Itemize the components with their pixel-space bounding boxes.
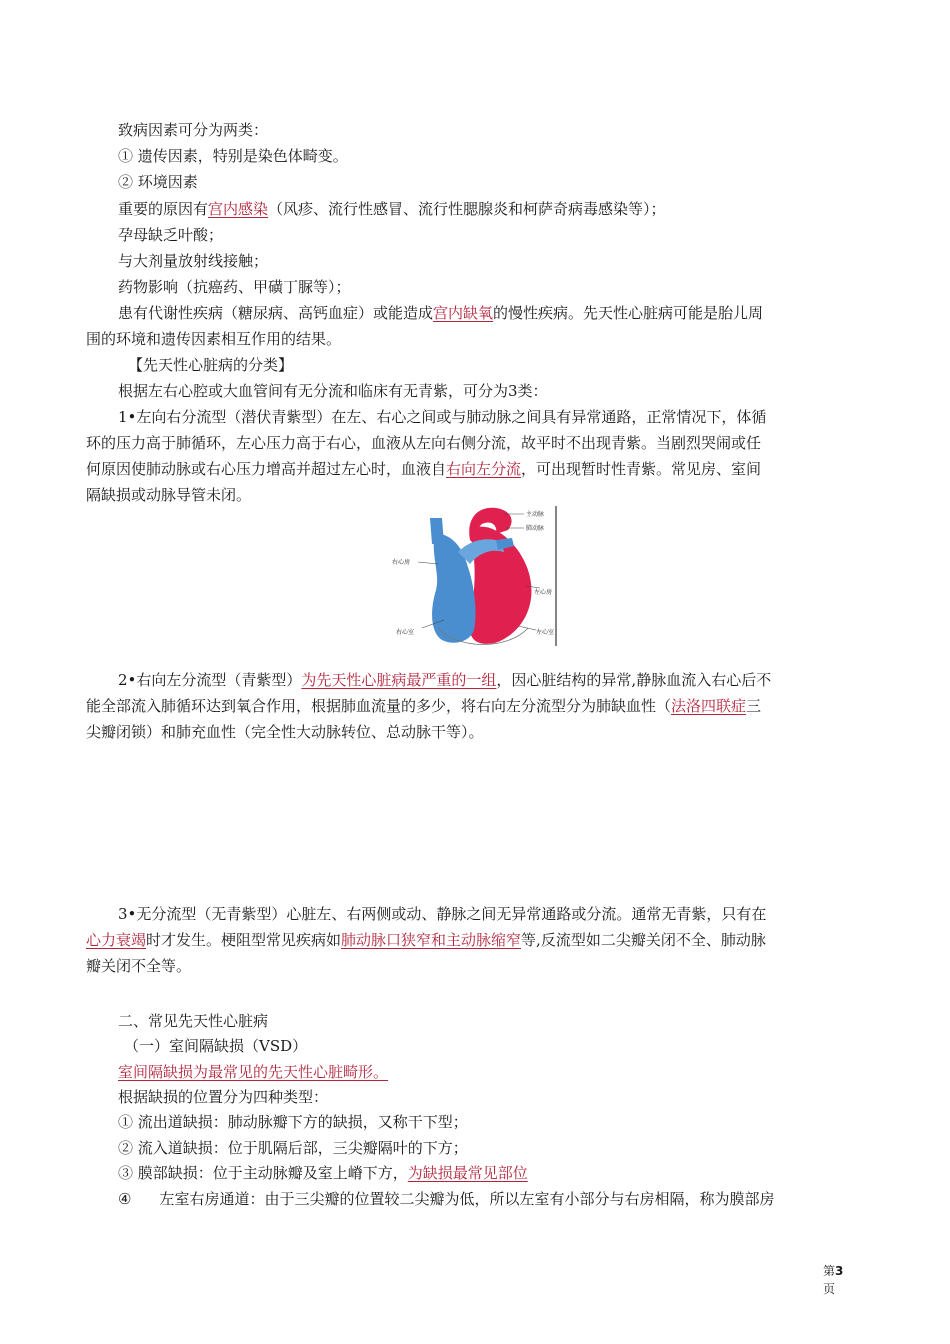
highlight-term: 肺动脉口狭窄和主动脉缩窄 (341, 931, 522, 949)
page-number: 3 (835, 1264, 844, 1278)
vena-cava-shape (430, 518, 444, 544)
text-line: 瓣关闭不全等。 (86, 957, 192, 975)
highlight-term: 宫内感染 (208, 200, 269, 218)
text-line: 环的压力高于肺循环，左心压力高于右心，血液从左向右侧分流，故平时不出现青紫。当剧烈哭闹或任 (86, 434, 762, 452)
text-line (86, 459, 761, 479)
text-line (118, 1189, 774, 1209)
label-right-ventricle: 右心室 (396, 629, 415, 636)
page-number-line (823, 1262, 843, 1280)
highlight-term: 为先天性心脏病最严重的一组 (301, 671, 497, 689)
section-heading: 【先天性心脏病的分类】 (128, 356, 294, 374)
section-heading: 二、常见先天性心脏病 (118, 1012, 269, 1030)
text-span: 的慢性疾病。先天性心脏病可能是胎儿周 (493, 304, 764, 322)
highlight-sentence: 室间隔缺损为最常见的先天性心脏畸形。 (118, 1063, 389, 1081)
text-line (86, 930, 766, 950)
text-line: ② 环境因素 (118, 173, 198, 191)
text-line: 3•无分流型（无青紫型）心脏左、右两侧或动、静脉之间无异常通路或分流。通常无青紫，只有在 (118, 905, 767, 923)
highlight-term: 右向左分流 (446, 460, 522, 478)
text-span: 能全部流入肺循环达到氧合作用，根据肺血流量的多少，将右向左分流型分为肺缺血性（ (86, 697, 672, 715)
text-line (118, 670, 771, 690)
text-span: 三 (746, 697, 762, 715)
text-line: 根据缺损的位置分为四种类型： (118, 1088, 329, 1106)
text-line: 孕母缺乏叶酸； (118, 226, 224, 244)
text-line: 围的环境和遗传因素相互作用的结果。 (86, 330, 342, 348)
text-line: 与大剂量放射线接触； (118, 252, 269, 270)
text-span: ，因心脏结构的异常,静脉血流入右心后不 (496, 671, 772, 689)
text-span: 患有代谢性疾病（糖尿病、高钙血症）或能造成 (118, 304, 434, 322)
leader-line (418, 562, 438, 564)
highlight-term: 法洛四联症 (671, 697, 747, 715)
label-aorta: 主动脉 (526, 511, 545, 518)
text-line: 尖瓣闭锁）和肺充血性（完全性大动脉转位、总动脉干等）。 (86, 723, 484, 741)
text-span: ③ 膜部缺损：位于主动脉瓣及室上嵴下方， (118, 1164, 408, 1182)
text-line: 1•左向右分流型（潜伏青紫型）在左、右心之间或与肺动脉之间具有异常通路，正常情况下，体循 (118, 408, 767, 426)
text-span: 时才发生。梗阻型常见疾病如 (146, 931, 342, 949)
text-line (118, 303, 763, 323)
label-pulmonary-artery: 肺动脉 (526, 525, 545, 532)
text-span: （风疹、流行性感冒、流行性腮腺炎和柯萨奇病毒感染等）； (268, 200, 666, 218)
text-line: ① 遗传因素，特别是染色体畸变。 (118, 147, 348, 165)
label-left-atrium: 左心房 (534, 589, 553, 596)
text-span: 2•右向左分流型（青紫型） (118, 671, 302, 689)
heart-diagram (378, 500, 574, 648)
text-line: 药物影响（抗癌药、甲磺丁脲等）； (118, 278, 351, 296)
text-line (118, 1163, 528, 1183)
text-line: 隔缺损或动脉导管未闭。 (86, 486, 252, 504)
text-line (86, 696, 761, 716)
text-line: ① 流出道缺损：肺动脉瓣下方的缺损，又称干下型； (118, 1113, 468, 1131)
label-left-ventricle: 左心室 (536, 629, 555, 636)
highlight-term: 宫内缺氧 (433, 304, 494, 322)
text-line: 根据左右心腔或大血管间有无分流和临床有无青紫，可分为3类： (118, 382, 548, 400)
text-line: ② 流入道缺损：位于肌隔后部，三尖瓣隔叶的下方； (118, 1139, 468, 1157)
subsection-heading: （一）室间隔缺损（VSD） (124, 1037, 308, 1055)
page-footer (823, 1262, 843, 1298)
label-right-atrium: 右心房 (392, 559, 411, 566)
page-prefix: 第 (823, 1264, 836, 1278)
text-span: 何原因使肺动脉或右心压力增高并超过左心时，血液自 (86, 460, 447, 478)
highlight-term: 心力衰竭 (86, 931, 147, 949)
text-span: 等,反流型如二尖瓣关闭不全、肺动脉 (521, 931, 766, 949)
text-span: ，可出现暂时性青紫。常见房、室间 (521, 460, 762, 478)
page-suffix: 页 (823, 1282, 836, 1296)
text-span: 左室右房通道：由于三尖瓣的位置较二尖瓣为低，所以左室有小部分与右房相隔，称为膜部房 (159, 1190, 775, 1208)
text-line: 致病因素可分为两类： (118, 121, 269, 139)
highlight-term: 为缺损最常见部位 (407, 1164, 528, 1182)
text-line (118, 199, 666, 219)
text-span: 重要的原因有 (118, 200, 209, 218)
list-marker: ④ (118, 1190, 132, 1208)
